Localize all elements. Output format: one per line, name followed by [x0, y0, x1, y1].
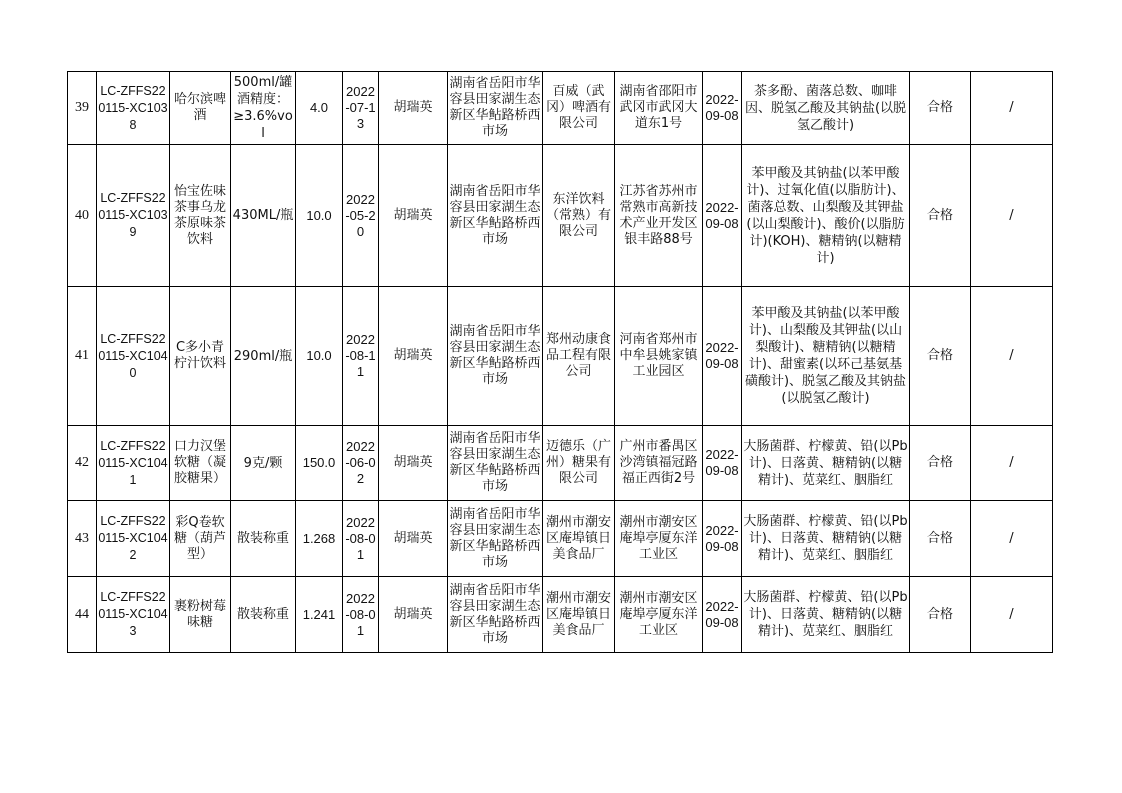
sample-code-cell: LC-ZFFS220115-XC1040 — [97, 287, 170, 426]
product-name-cell: 口力汉堡软糖（凝胶糖果） — [170, 426, 231, 501]
production-date-cell: 2022-06-02 — [343, 426, 379, 501]
sampler-name-cell: 胡瑞英 — [379, 72, 448, 145]
manufacturer-address-cell: 江苏省苏州市常熟市高新技术产业开发区银丰路88号 — [615, 145, 703, 287]
test-date-cell: 2022-09-08 — [703, 72, 742, 145]
test-date-cell: 2022-09-08 — [703, 577, 742, 653]
sampling-place-cell: 湖南省岳阳市华容县田家湖生态新区华鲇路桥西市场 — [448, 577, 543, 653]
quantity-cell: 150.0 — [296, 426, 343, 501]
result-cell: 合格 — [910, 577, 971, 653]
specification-cell: 430ML/瓶 — [231, 145, 296, 287]
sequence-number-cell: 39 — [68, 72, 97, 145]
quantity-cell: 4.0 — [296, 72, 343, 145]
manufacturer-cell: 潮州市潮安区庵埠镇日美食品厂 — [543, 577, 615, 653]
table-row — [68, 145, 1053, 287]
specification-cell: 500ml/罐 酒精度：≥3.6%vol — [231, 72, 296, 145]
remark-cell: / — [971, 72, 1053, 145]
sequence-number-cell: 43 — [68, 501, 97, 577]
sampling-place-cell: 湖南省岳阳市华容县田家湖生态新区华鲇路桥西市场 — [448, 287, 543, 426]
quantity-cell: 10.0 — [296, 145, 343, 287]
manufacturer-cell: 东洋饮料（常熟）有限公司 — [543, 145, 615, 287]
manufacturer-address-cell: 湖南省邵阳市武冈市武冈大道东1号 — [615, 72, 703, 145]
production-date-cell: 2022-08-01 — [343, 501, 379, 577]
test-items-cell: 茶多酚、菌落总数、咖啡因、脱氢乙酸及其钠盐(以脱氢乙酸计) — [742, 72, 910, 145]
test-date-cell: 2022-09-08 — [703, 426, 742, 501]
table-row — [68, 501, 1053, 577]
production-date-cell: 2022-07-13 — [343, 72, 379, 145]
manufacturer-address-cell: 潮州市潮安区庵埠亭厦东洋工业区 — [615, 501, 703, 577]
result-cell: 合格 — [910, 426, 971, 501]
sampling-place-cell: 湖南省岳阳市华容县田家湖生态新区华鲇路桥西市场 — [448, 501, 543, 577]
quantity-cell: 1.268 — [296, 501, 343, 577]
test-items-cell: 苯甲酸及其钠盐(以苯甲酸计)、过氧化值(以脂肪计)、菌落总数、山梨酸及其钾盐(以山梨酸计)、酸价(以脂肪计)(KOH)、糖精钠(以糖精计) — [742, 145, 910, 287]
manufacturer-cell: 潮州市潮安区庵埠镇日美食品厂 — [543, 501, 615, 577]
table-row — [68, 426, 1053, 501]
result-cell: 合格 — [910, 72, 971, 145]
remark-cell: / — [971, 501, 1053, 577]
manufacturer-address-cell: 潮州市潮安区庵埠亭厦东洋工业区 — [615, 577, 703, 653]
production-date-cell: 2022-08-11 — [343, 287, 379, 426]
specification-cell: 散装称重 — [231, 501, 296, 577]
remark-cell: / — [971, 287, 1053, 426]
sampling-place-cell: 湖南省岳阳市华容县田家湖生态新区华鲇路桥西市场 — [448, 426, 543, 501]
manufacturer-cell: 百威（武冈）啤酒有限公司 — [543, 72, 615, 145]
sampler-name-cell: 胡瑞英 — [379, 426, 448, 501]
sampler-name-cell: 胡瑞英 — [379, 287, 448, 426]
test-date-cell: 2022-09-08 — [703, 287, 742, 426]
test-date-cell: 2022-09-08 — [703, 501, 742, 577]
sampling-place-cell: 湖南省岳阳市华容县田家湖生态新区华鲇路桥西市场 — [448, 145, 543, 287]
production-date-cell: 2022-05-20 — [343, 145, 379, 287]
sequence-number-cell: 44 — [68, 577, 97, 653]
remark-cell: / — [971, 145, 1053, 287]
table-row — [68, 577, 1053, 653]
sample-code-cell: LC-ZFFS220115-XC1039 — [97, 145, 170, 287]
sampler-name-cell: 胡瑞英 — [379, 577, 448, 653]
test-date-cell: 2022-09-08 — [703, 145, 742, 287]
product-name-cell: 彩Q卷软糖（葫芦型） — [170, 501, 231, 577]
product-name-cell: 哈尔滨啤酒 — [170, 72, 231, 145]
sequence-number-cell: 40 — [68, 145, 97, 287]
result-cell: 合格 — [910, 287, 971, 426]
specification-cell: 9克/颗 — [231, 426, 296, 501]
quantity-cell: 1.241 — [296, 577, 343, 653]
manufacturer-cell: 郑州动康食品工程有限公司 — [543, 287, 615, 426]
sampling-place-cell: 湖南省岳阳市华容县田家湖生态新区华鲇路桥西市场 — [448, 72, 543, 145]
sample-code-cell: LC-ZFFS220115-XC1041 — [97, 426, 170, 501]
sample-code-cell: LC-ZFFS220115-XC1038 — [97, 72, 170, 145]
sample-code-cell: LC-ZFFS220115-XC1042 — [97, 501, 170, 577]
sampler-name-cell: 胡瑞英 — [379, 145, 448, 287]
test-items-cell: 大肠菌群、柠檬黄、铅(以Pb计)、日落黄、糖精钠(以糖精计)、苋菜红、胭脂红 — [742, 577, 910, 653]
quantity-cell: 10.0 — [296, 287, 343, 426]
production-date-cell: 2022-08-01 — [343, 577, 379, 653]
result-cell: 合格 — [910, 501, 971, 577]
manufacturer-address-cell: 广州市番禺区沙湾镇福冠路福正西街2号 — [615, 426, 703, 501]
specification-cell: 290ml/瓶 — [231, 287, 296, 426]
table-row — [68, 72, 1053, 145]
test-items-cell: 苯甲酸及其钠盐(以苯甲酸计)、山梨酸及其钾盐(以山梨酸计)、糖精钠(以糖精计)、甜蜜素(以环己基氨基磺酸计)、脱氢乙酸及其钠盐(以脱氢乙酸计) — [742, 287, 910, 426]
sample-code-cell: LC-ZFFS220115-XC1043 — [97, 577, 170, 653]
test-items-cell: 大肠菌群、柠檬黄、铅(以Pb计)、日落黄、糖精钠(以糖精计)、苋菜红、胭脂红 — [742, 501, 910, 577]
specification-cell: 散装称重 — [231, 577, 296, 653]
sequence-number-cell: 42 — [68, 426, 97, 501]
sequence-number-cell: 41 — [68, 287, 97, 426]
result-cell: 合格 — [910, 145, 971, 287]
test-items-cell: 大肠菌群、柠檬黄、铅(以Pb计)、日落黄、糖精钠(以糖精计)、苋菜红、胭脂红 — [742, 426, 910, 501]
manufacturer-address-cell: 河南省郑州市中牟县姚家镇工业园区 — [615, 287, 703, 426]
remark-cell: / — [971, 577, 1053, 653]
table-row — [68, 287, 1053, 426]
sampling-results-table — [67, 71, 1053, 653]
product-name-cell: C多小青柠汁饮料 — [170, 287, 231, 426]
sampler-name-cell: 胡瑞英 — [379, 501, 448, 577]
remark-cell: / — [971, 426, 1053, 501]
product-name-cell: 裹粉树莓味糖 — [170, 577, 231, 653]
product-name-cell: 怡宝佐味茶事乌龙茶原味茶饮料 — [170, 145, 231, 287]
manufacturer-cell: 迈德乐（广州）糖果有限公司 — [543, 426, 615, 501]
